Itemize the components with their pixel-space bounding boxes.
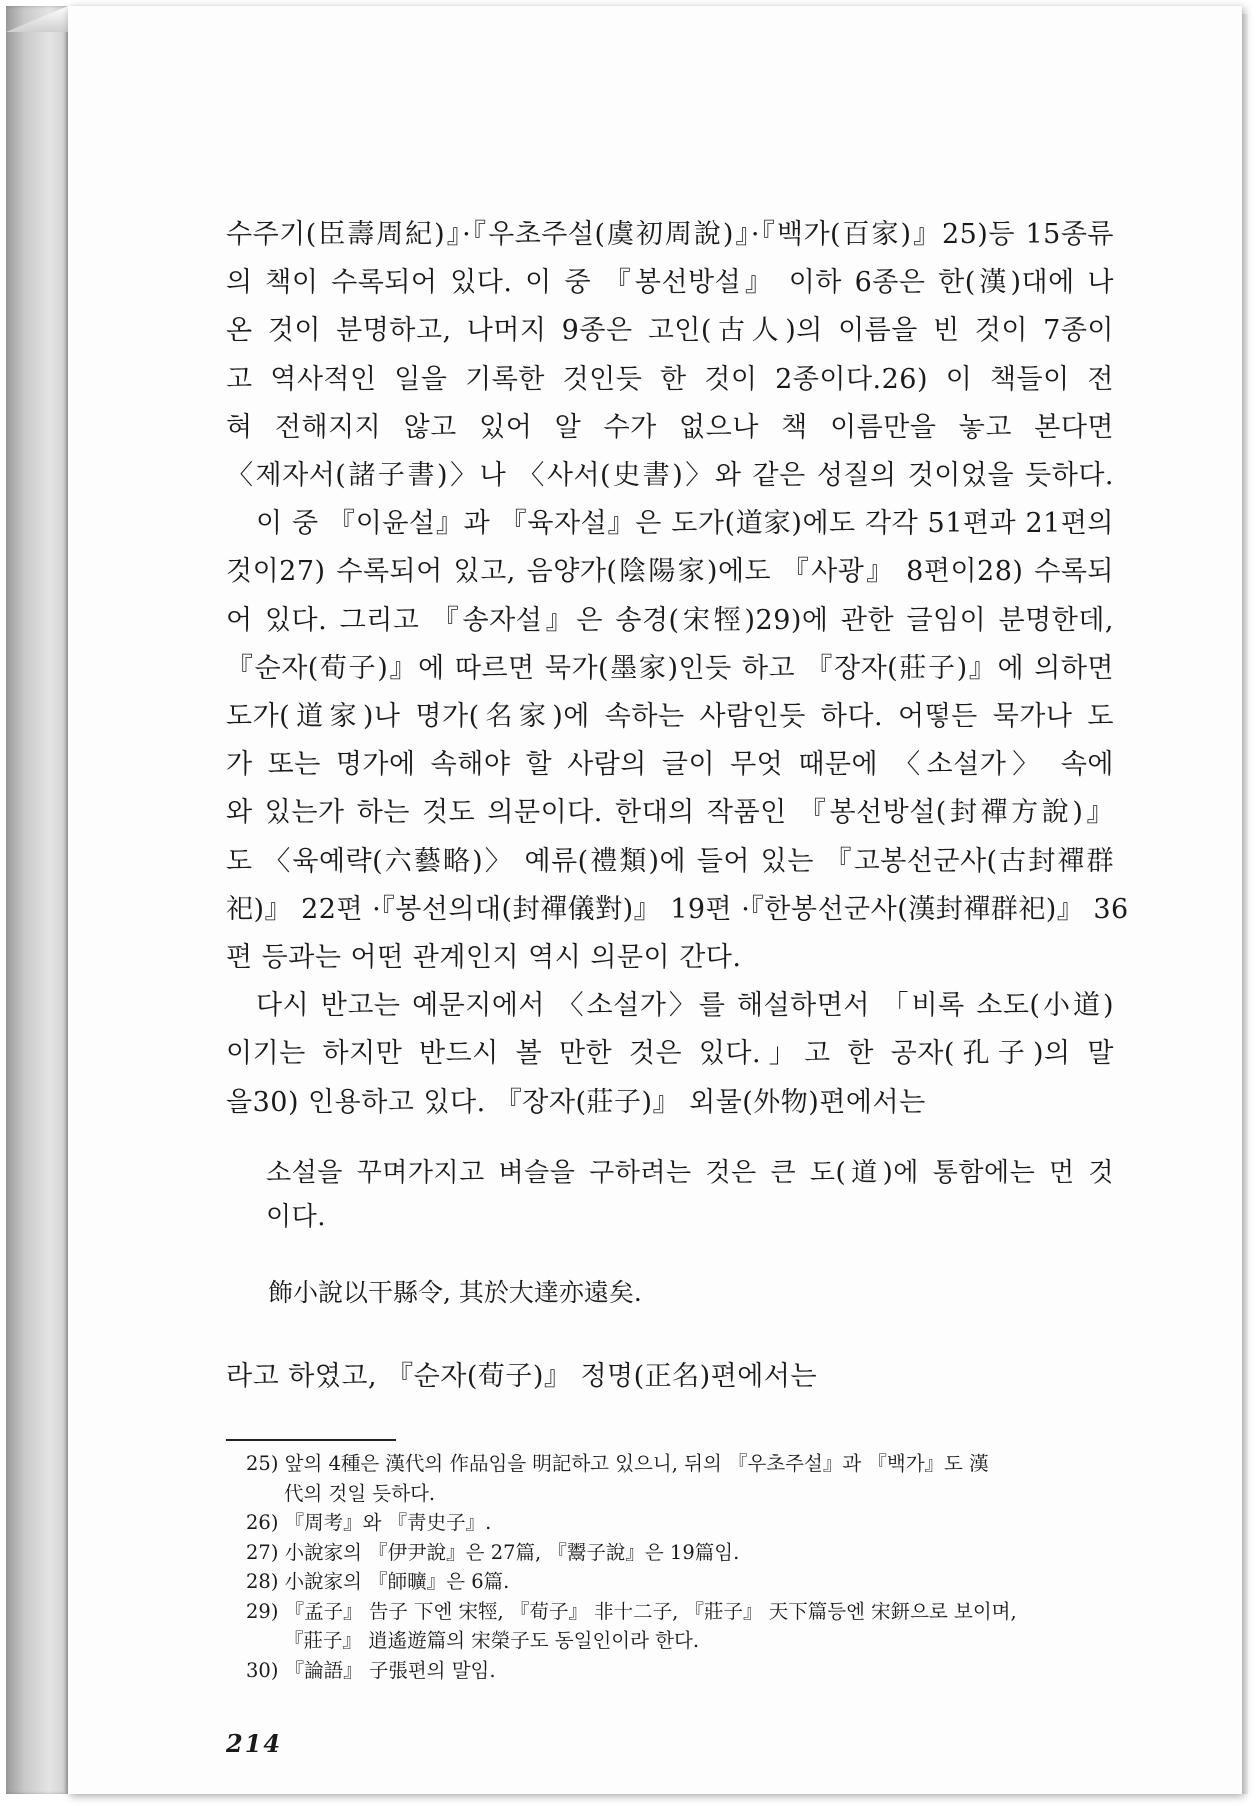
footnote: 26) 『周考』와 『靑史子』. bbox=[246, 1511, 492, 1535]
block-quote bbox=[226, 1151, 1114, 1239]
body-line: 가 또는 명가에 속해야 할 사람의 글이 무엇 때문에 〈소설가〉 속에 bbox=[226, 749, 1114, 781]
body-line: 고 역사적인 일을 기록한 것인듯 한 것이 2종이다.26) 이 책들이 전 bbox=[226, 363, 1114, 395]
footnote: 『莊子』 逍遙遊篇의 宋榮子도 동일인이라 한다. bbox=[284, 1629, 700, 1653]
body-line: 와 있는가 하는 것도 의문이다. 한대의 작품인 『봉선방설(封禪方說)』 bbox=[226, 797, 1114, 829]
page-content bbox=[226, 211, 1129, 1759]
body-line: 라고 하였고, 『순자(荀子)』 정명(正名)편에서는 bbox=[226, 1360, 818, 1392]
quote-line: 소설을 꾸며가지고 벼슬을 구하려는 것은 큰 도(道)에 통함에는 먼 것 bbox=[266, 1157, 1114, 1188]
body-line: 『순자(荀子)』에 따르면 묵가(墨家)인듯 하고 『장자(莊子)』에 의하면 bbox=[226, 652, 1114, 684]
body-line: 혀 전해지지 않고 있어 알 수가 없으나 책 이름만을 놓고 본다면 bbox=[226, 411, 1114, 443]
footnote-rule bbox=[226, 1439, 396, 1441]
body-line: 도가(道家)나 명가(名家)에 속하는 사람인듯 하다. 어떻든 묵가나 도 bbox=[226, 701, 1114, 733]
page-number: 214 bbox=[226, 1729, 283, 1759]
body-line: 이기는 하지만 반드시 볼 만한 것은 있다.」고 한 공자(孔子)의 말 bbox=[226, 1038, 1114, 1070]
body-line: 祀)』 22편 ·『봉선의대(封禪儀對)』 19편 ·『한봉선군사(漢封禪群祀)』 36 bbox=[226, 893, 1129, 925]
body-line: 의 책이 수록되어 있다. 이 중 『봉선방설』 이하 6종은 한(漢)대에 나 bbox=[226, 267, 1114, 299]
body-line: 다시 반고는 예문지에서 〈소설가〉를 해설하면서 「비록 소도(小道) bbox=[256, 990, 1114, 1022]
footnote: 30) 『論語』 子張편의 말임. bbox=[246, 1658, 496, 1682]
body-line: 〈제자서(諸子書)〉나 〈사서(史書)〉와 같은 성질의 것이었을 듯하다. bbox=[226, 460, 1114, 492]
footnote: 25) 앞의 4種은 漢代의 作品임을 明記하고 있으니, 뒤의 『우초주설』과 『백가』도 漢 bbox=[246, 1452, 989, 1476]
body-line: 온 것이 분명하고, 나머지 9종은 고인(古人)의 이름을 빈 것이 7종이 bbox=[226, 315, 1114, 347]
footnote: 28) 小說家의 『師曠』은 6篇. bbox=[246, 1570, 510, 1594]
body-line: 이 중 『이윤설』과 『육자설』은 도가(道家)에도 각각 51편과 21편의 bbox=[256, 508, 1114, 540]
body-line: 편 등과는 어떤 관계인지 역시 의문이 간다. bbox=[226, 942, 742, 974]
quote-line: 이다. bbox=[266, 1201, 326, 1232]
body-line: 어 있다. 그리고 『송자설』은 송경(宋牼)29)에 관한 글임이 분명한데, bbox=[226, 604, 1114, 636]
footnotes bbox=[226, 1449, 1114, 1685]
footnote: 代의 것일 듯하다. bbox=[284, 1481, 436, 1505]
footnote: 27) 小說家의 『伊尹說』은 27篇, 『鬻子說』은 19篇임. bbox=[246, 1540, 740, 1564]
body-line: 것이27) 수록되어 있고, 음양가(陰陽家)에도 『사광』 8편이28) 수록되 bbox=[226, 556, 1114, 588]
body-line: 도 〈육예략(六藝略)〉 예류(禮類)에 들어 있는 『고봉선군사(古封禪群 bbox=[226, 845, 1114, 877]
book bbox=[6, 6, 1242, 1794]
page bbox=[68, 6, 1242, 1794]
page-edge bbox=[6, 6, 68, 1794]
footnote: 29) 『孟子』 告子 下엔 宋牼, 『荀子』 非十二子, 『莊子』 天下篇등엔 宋鈃으로 보이며, bbox=[246, 1599, 1017, 1623]
quote-original-text: 飾小說以干縣令, 其於大達亦遠矣. bbox=[268, 1277, 642, 1307]
body-line: 수주기(臣壽周紀)』·『우초주설(虞初周說)』·『백가(百家)』25)등 15종류 bbox=[226, 219, 1114, 250]
body-line: 을30) 인용하고 있다. 『장자(莊子)』 외물(外物)편에서는 bbox=[226, 1086, 926, 1118]
